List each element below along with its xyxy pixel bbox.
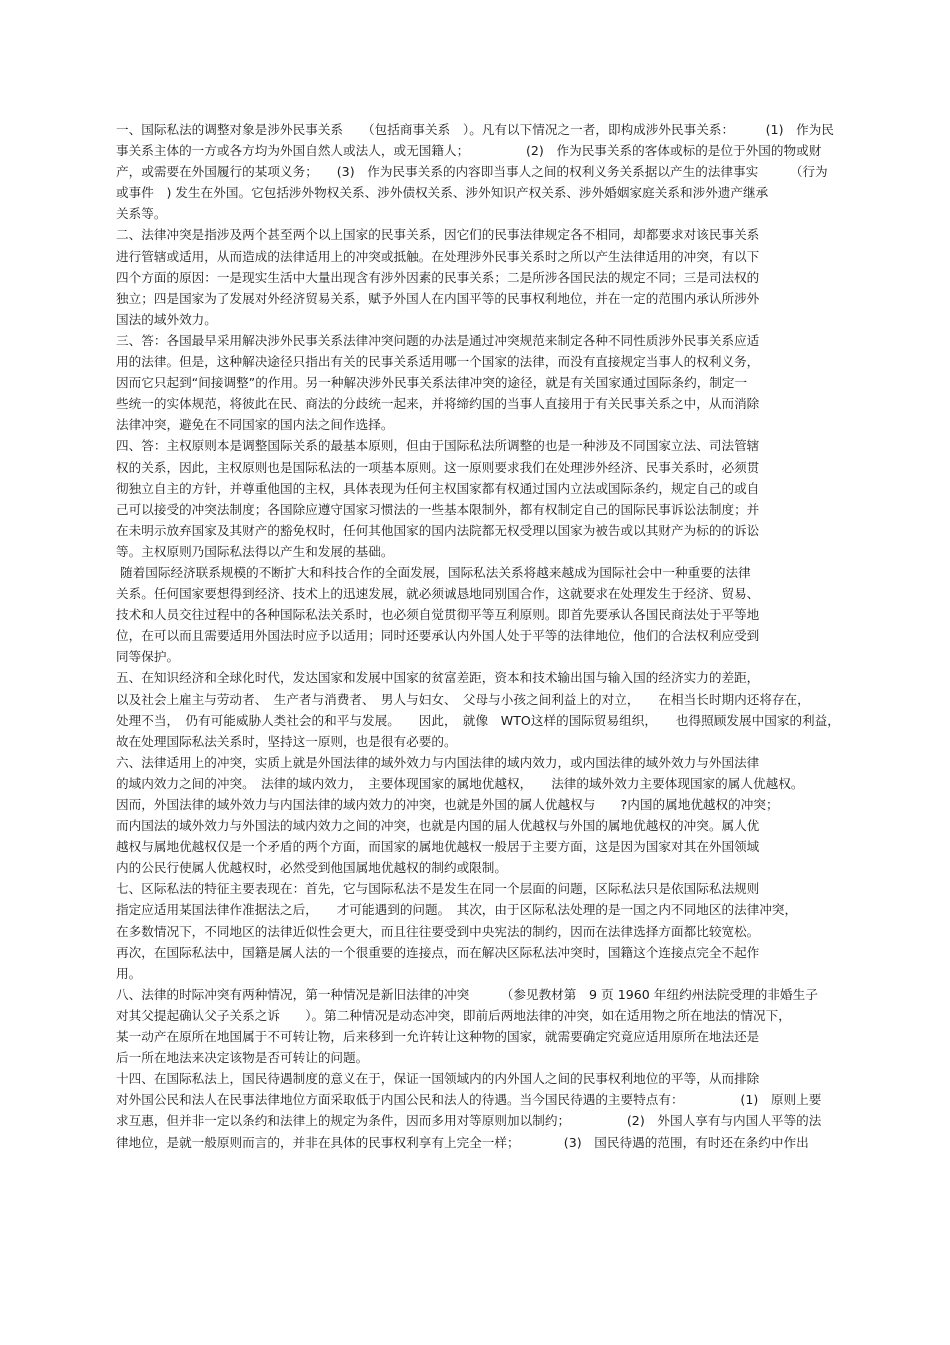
text-line: 事关系主体的一方或各方均为外国自然人或法人，或无国籍人； (2) 作为民事关系的客体或标的是位于外国的物或财 [116, 143, 822, 159]
text-line: 国法的域外效力。 [116, 311, 217, 327]
text-line: 八、法律的时际冲突有两种情况，第一种情况是新旧法律的冲突 （参见教材第 9 页 1960 年纽约州法院受理的非婚生子 [116, 986, 818, 1002]
text-line: 因而它只起到“间接调整”的作用。另一种解决涉外民事关系法律冲突的途径，就是有关国家通过国际条约，制定一 [116, 375, 748, 391]
text-line: 关系。任何国家要想得到经济、技术上的迅速发展，就必须诚恳地同别国合作，这就要求在处理发生于经济、贸易、 [116, 586, 760, 602]
text-line: 以及社会上雇主与劳动者、 生产者与消费者、 男人与妇女、 父母与小孩之间利益上的对立， 在相当长时期内还将存在， [116, 691, 810, 707]
text-line: 己可以接受的冲突法制度；各国除应遵守国家习惯法的一些基本限制外，都有权制定自己的国际民事诉讼法制度；并 [116, 501, 760, 517]
text-line: 在未明示放弃国家及其财产的豁免权时，任何其他国家的国内法院都无权受理以国家为被告或以其财产为标的的诉讼 [116, 522, 760, 538]
text-line: 律地位，是就一般原则而言的，并非在具体的民事权利享有上完全一样； (3) 国民待遇的范围，有时还在条约中作出 [116, 1134, 809, 1150]
text-line: 用的法律。但是，这种解决途径只指出有关的民事关系适用哪一个国家的法律，而没有直接规定当事人的权利义务， [116, 354, 760, 370]
text-line: 故在处理国际私法关系时，坚持这一原则，也是很有必要的。 [116, 733, 457, 749]
text-line: 同等保护。 [116, 649, 180, 665]
text-line: 处理不当， 仍有可能威胁人类社会的和平与发展。 因此， 就像 WTO这样的国际贸易组织， 也得照顾发展中国家的利益， [116, 712, 840, 728]
text-line: 位，在可以而且需要适用外国法时应予以适用；同时还要承认内外国人处于平等的法律地位，他们的合法权利应受到 [116, 628, 760, 644]
text-line: 因而，外国法律的域外效力与内国法律的域内效力的冲突，也就是外国的属人优越权与 ?内国的属地优越权的冲突； [116, 797, 779, 812]
text-line: 技术和人员交往过程中的各种国际私法关系时，也必须自觉贯彻平等互利原则。即首先要承认各国民商法处于平等地 [116, 607, 760, 623]
text-line: 对其父提起确认父子关系之诉 ）。第二种情况是动态冲突，即前后两地法律的冲突，如在适用物之所在地法的情况下， [116, 1007, 791, 1023]
text-line: 六、法律适用上的冲突，实质上就是外国法律的域外效力与内国法律的域内效力，或内国法律的域外效力与外国法律 [116, 754, 760, 770]
text-line: 后一所在地法来决定该物是否可转让的问题。 [116, 1050, 369, 1066]
text-line: 某一动产在原所在地国属于不可转让物，后来移到一允许转让这种物的国家，就需要确定究竟应适用原所在地法还是 [116, 1029, 760, 1045]
text-line: 十四、在国际私法上，国民待遇制度的意义在于，保证一国领域内的内外国人之间的民事权利地位的平等，从而排除 [116, 1071, 760, 1087]
text-line: 关系等。 [116, 206, 167, 222]
text-line: 独立；四是国家为了发展对外经济贸易关系，赋予外国人在内国平等的民事权利地位，并在一定的范围内承认所涉外 [116, 290, 760, 306]
text-line: 内的公民行使属人优越权时，必然受到他国属地优越权的制约或限制。 [116, 860, 508, 876]
text-line: 些统一的实体规范，将彼此在民、商法的分歧统一起来，并将缔约国的当事人直接用于有关民事关系之中，从而消除 [116, 396, 760, 412]
document-body [116, 119, 852, 1153]
text-line: 一、国际私法的调整对象是涉外民事关系 （包括商事关系 ）。凡有以下情况之一者，即构成涉外民事关系： (1) 作为民 [116, 122, 834, 137]
text-line: 指定应适用某国法律作准据法之后， 才可能遇到的问题。 其次，由于区际私法处理的是一国之内不同地区的法律冲突， [116, 902, 798, 918]
text-line: 用。 [116, 965, 142, 981]
text-line: 的域内效力之间的冲突。 法律的域内效力， 主要体现国家的属地优越权， 法律的域外效力主要体现国家的属人优越权。 [116, 775, 804, 791]
text-line: 或事件 ) 发生在外国。它包括涉外物权关系、涉外债权关系、涉外知识产权关系、涉外婚姻家庭关系和涉外遗产继承 [116, 185, 769, 201]
text-line: 等。主权原则乃国际私法得以产生和发展的基础。 [116, 543, 394, 559]
text-line: 二、法律冲突是指涉及两个甚至两个以上国家的民事关系，因它们的民事法律规定各不相同，却都要求对该民事关系 [116, 227, 760, 243]
text-line: 对外国公民和法人在民事法律地位方面采取低于内国公民和法人的待遇。当今国民待遇的主要特点有： (1) 原则上要 [116, 1092, 822, 1108]
text-line: 三、答：各国最早采用解决涉外民事关系法律冲突问题的办法是通过冲突规范来制定各种不同性质涉外民事关系应适 [116, 332, 760, 348]
text-line: 求互惠，但并非一定以条约和法律上的规定为条件，因而多用对等原则加以制约； (2) 外国人享有与内国人平等的法 [116, 1113, 822, 1129]
text-line: 彻独立自主的方针，并尊重他国的主权，具体表现为任何主权国家都有权通过国内立法或国际条约，规定自己的或自 [116, 480, 760, 496]
text-line: 四个方面的原因：一是现实生活中大量出现含有涉外因素的民事关系；二是所涉各国民法的规定不同；三是司法权的 [116, 269, 760, 285]
text-line: 再次，在国际私法中，国籍是属人法的一个很重要的连接点，而在解决区际私法冲突时，国籍这个连接点完全不起作 [116, 944, 760, 960]
text-line: 进行管辖或适用，从而造成的法律适用上的冲突或抵触。在处理涉外民事关系时之所以产生法律适用的冲突，有以下 [116, 248, 760, 264]
text-line: 越权与属地优越权仅是一个矛盾的两个方面，而国家的属地优越权一般居于主要方面，这是因为国家对其在外国领域 [116, 839, 760, 855]
text-line: 四、答：主权原则本是调整国际关系的最基本原则，但由于国际私法所调整的也是一种涉及不同国家立法、司法管辖 [116, 438, 760, 454]
text-line: 产，或需要在外国履行的某项义务； (3) 作为民事关系的内容即当事人之间的权利义务关系据以产生的法律事实 （行为 [116, 164, 828, 180]
text-line: 而内国法的域外效力与外国法的域内效力之间的冲突，也就是内国的届人优越权与外国的属地优越权的冲突。属人优 [116, 818, 760, 834]
text-line: 权的关系，因此，主权原则也是国际私法的一项基本原则。这一原则要求我们在处理涉外经济、民事关系时，必须贯 [116, 459, 760, 475]
text-line: 五、在知识经济和全球化时代，发达国家和发展中国家的贫富差距，资本和技术输出国与输入国的经济实力的差距， [116, 670, 760, 686]
text-line: 在多数情况下，不同地区的法律近似性会更大，而且往往要受到中央宪法的制约，因而在法律选择方面都比较宽松。 [116, 923, 760, 939]
text-line: 法律冲突，避免在不同国家的国内法之间作选择。 [116, 417, 394, 433]
text-line: 七、区际私法的特征主要表现在：首先，它与国际私法不是发生在同一个层面的问题，区际私法只是依国际私法规则 [116, 881, 760, 897]
text-line: 随着国际经济联系规模的不断扩大和科技合作的全面发展，国际私法关系将越来越成为国际社会中一种重要的法律 [120, 564, 751, 580]
